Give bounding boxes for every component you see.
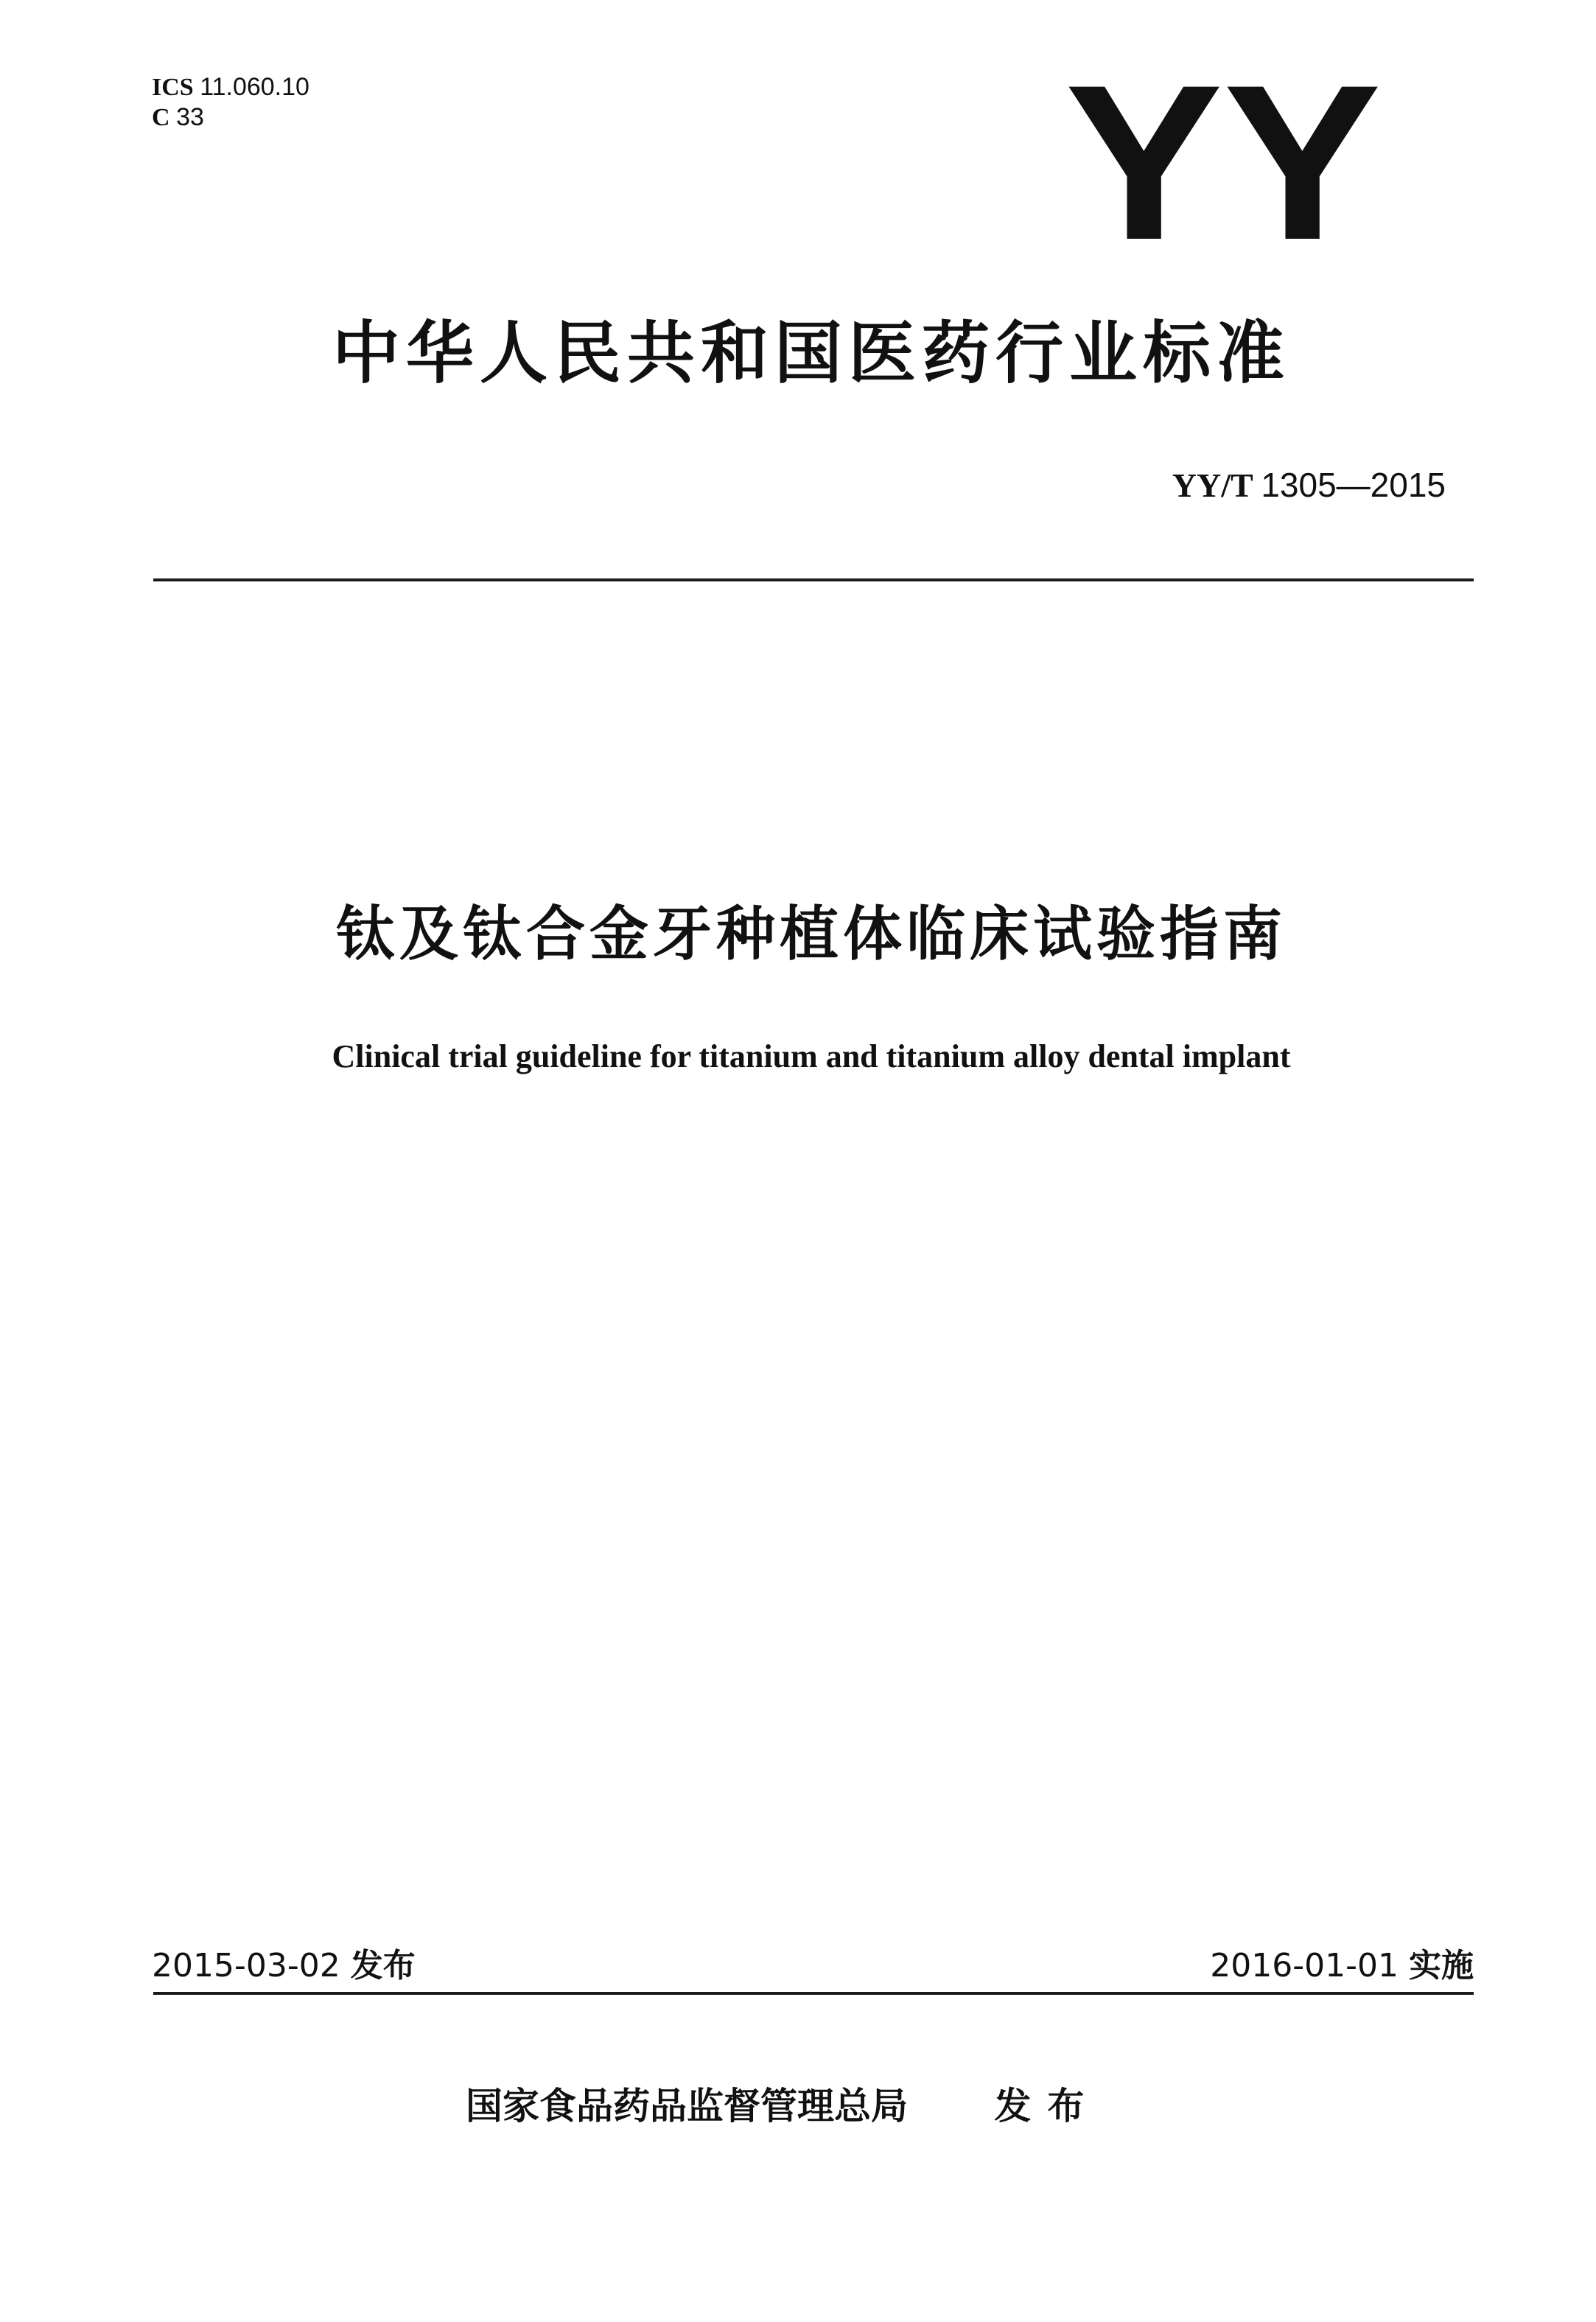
ics-code: 11.060.10 (200, 73, 309, 101)
publisher-line (466, 2083, 1350, 2130)
issue-label: 发布 (350, 1947, 416, 1984)
document-title-english: Clinical trial guideline for titanium and titanium alloy dental implant (332, 1038, 1291, 1074)
standard-category-title: 中华人民共和国医药行业标准 (332, 314, 1290, 393)
ccs-line (152, 102, 309, 133)
standard-code-number: 1305—2015 (1261, 466, 1446, 504)
implement-date: 2016-01-01 (1210, 1947, 1399, 1984)
standard-code-prefix: YY/T (1172, 466, 1253, 504)
publisher-verb: 发布 (994, 2085, 1101, 2127)
ccs-code: 33 (176, 103, 204, 131)
bottom-divider (153, 1992, 1474, 1995)
classification-block (152, 72, 309, 133)
top-divider (153, 578, 1474, 581)
issue-date-block (152, 1945, 416, 1987)
implement-date-block (1032, 1945, 1474, 1987)
document-title-chinese: 钛及钛合金牙种植体临床试验指南 (336, 900, 1287, 968)
ics-line (152, 72, 309, 102)
yy-logo-text: YY (1065, 68, 1382, 259)
publisher-name: 国家食品药品监督管理总局 (466, 2085, 908, 2127)
standard-code (884, 464, 1446, 506)
yy-logo (1061, 68, 1385, 259)
implement-label: 实施 (1409, 1947, 1474, 1984)
ics-label: ICS (152, 74, 194, 101)
issue-date: 2015-03-02 (152, 1947, 340, 1984)
ccs-label: C (152, 104, 170, 131)
